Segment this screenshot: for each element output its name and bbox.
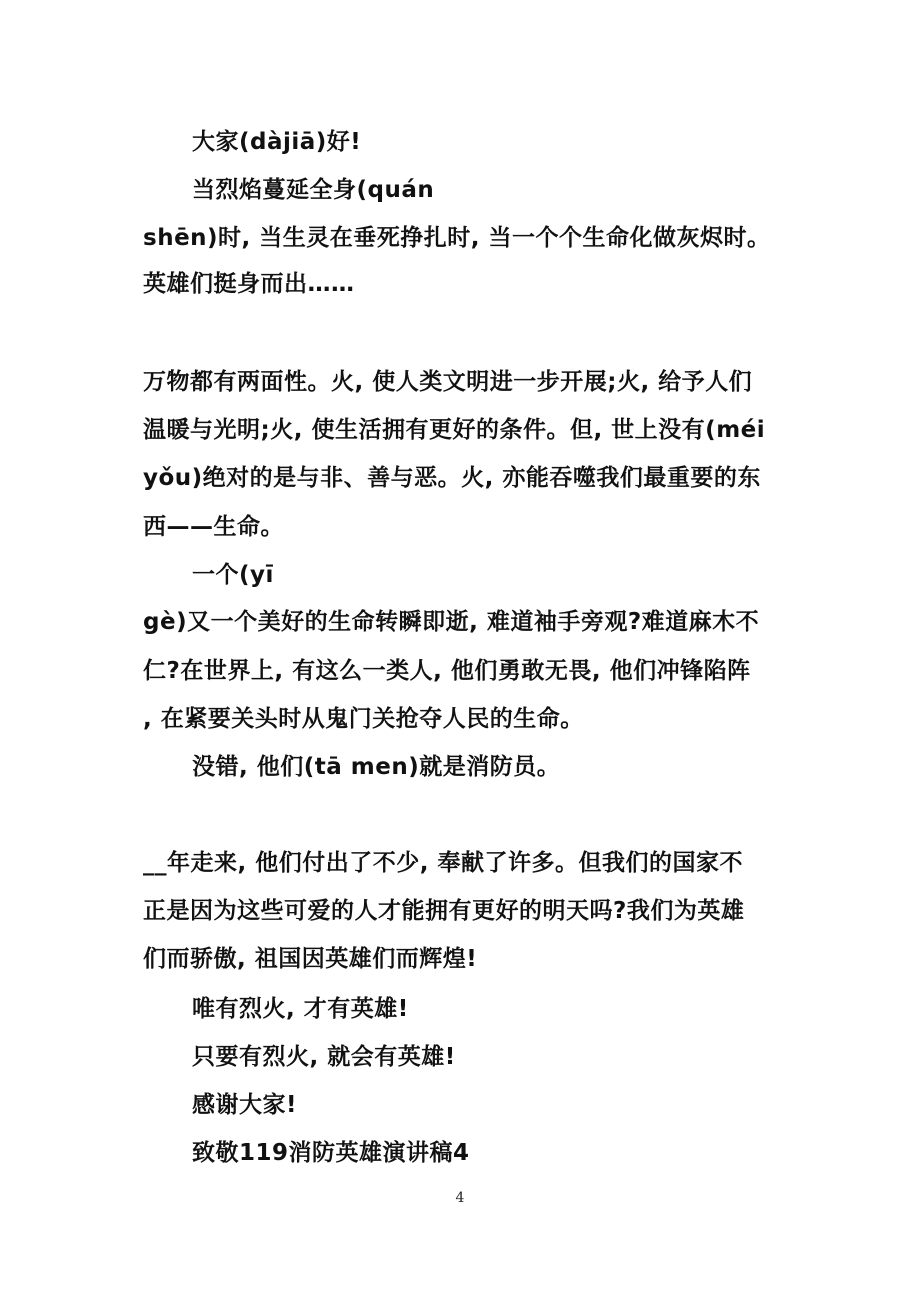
paragraph-line: 英雄们挺身而出…… [143,271,355,297]
paragraph-line: 致敬119消防英雄演讲稿4 [192,1140,470,1166]
paragraph-line: 没错, 他们(tā men)就是消防员。 [192,754,561,780]
paragraph-line: gè)又一个美好的生命转瞬即逝, 难道袖手旁观?难道麻木不 [143,609,760,635]
paragraph-line: 感谢大家! [192,1092,297,1118]
paragraph-line: 大家(dàjiā)好! [192,129,362,155]
paragraph-line: yǒu)绝对的是与非、善与恶。火, 亦能吞噬我们最重要的东 [143,465,761,491]
paragraph-line: 万物都有两面性。火, 使人类文明进一步开展;火, 给予人们 [143,369,753,395]
paragraph-line: 唯有烈火, 才有英雄! [192,996,409,1022]
paragraph-line: 温暖与光明;火, 使生活拥有更好的条件。但, 世上没有(méi [143,417,766,443]
paragraph-line: 仁?在世界上, 有这么一类人, 他们勇敢无畏, 他们冲锋陷阵 [143,658,751,684]
paragraph-line: 当烈焰蔓延全身(quán [192,177,435,203]
paragraph-line: 们而骄傲, 祖国因英雄们而辉煌! [143,946,478,972]
paragraph-line: 正是因为这些可爱的人才能拥有更好的明天吗?我们为英雄 [143,898,745,924]
paragraph-line: __年走来, 他们付出了不少, 奉献了许多。但我们的国家不 [143,850,743,876]
paragraph-line: shēn)时, 当生灵在垂死挣扎时, 当一个个生命化做灰烬时。 [143,225,771,251]
paragraph-line: 只要有烈火, 就会有英雄! [192,1044,456,1070]
paragraph-line: 一个(yī [192,562,274,588]
paragraph-line: , 在紧要关头时从鬼门关抢夺人民的生命。 [143,706,584,732]
paragraph-line: 西——生命。 [143,514,284,540]
page-number: 4 [455,1190,465,1206]
